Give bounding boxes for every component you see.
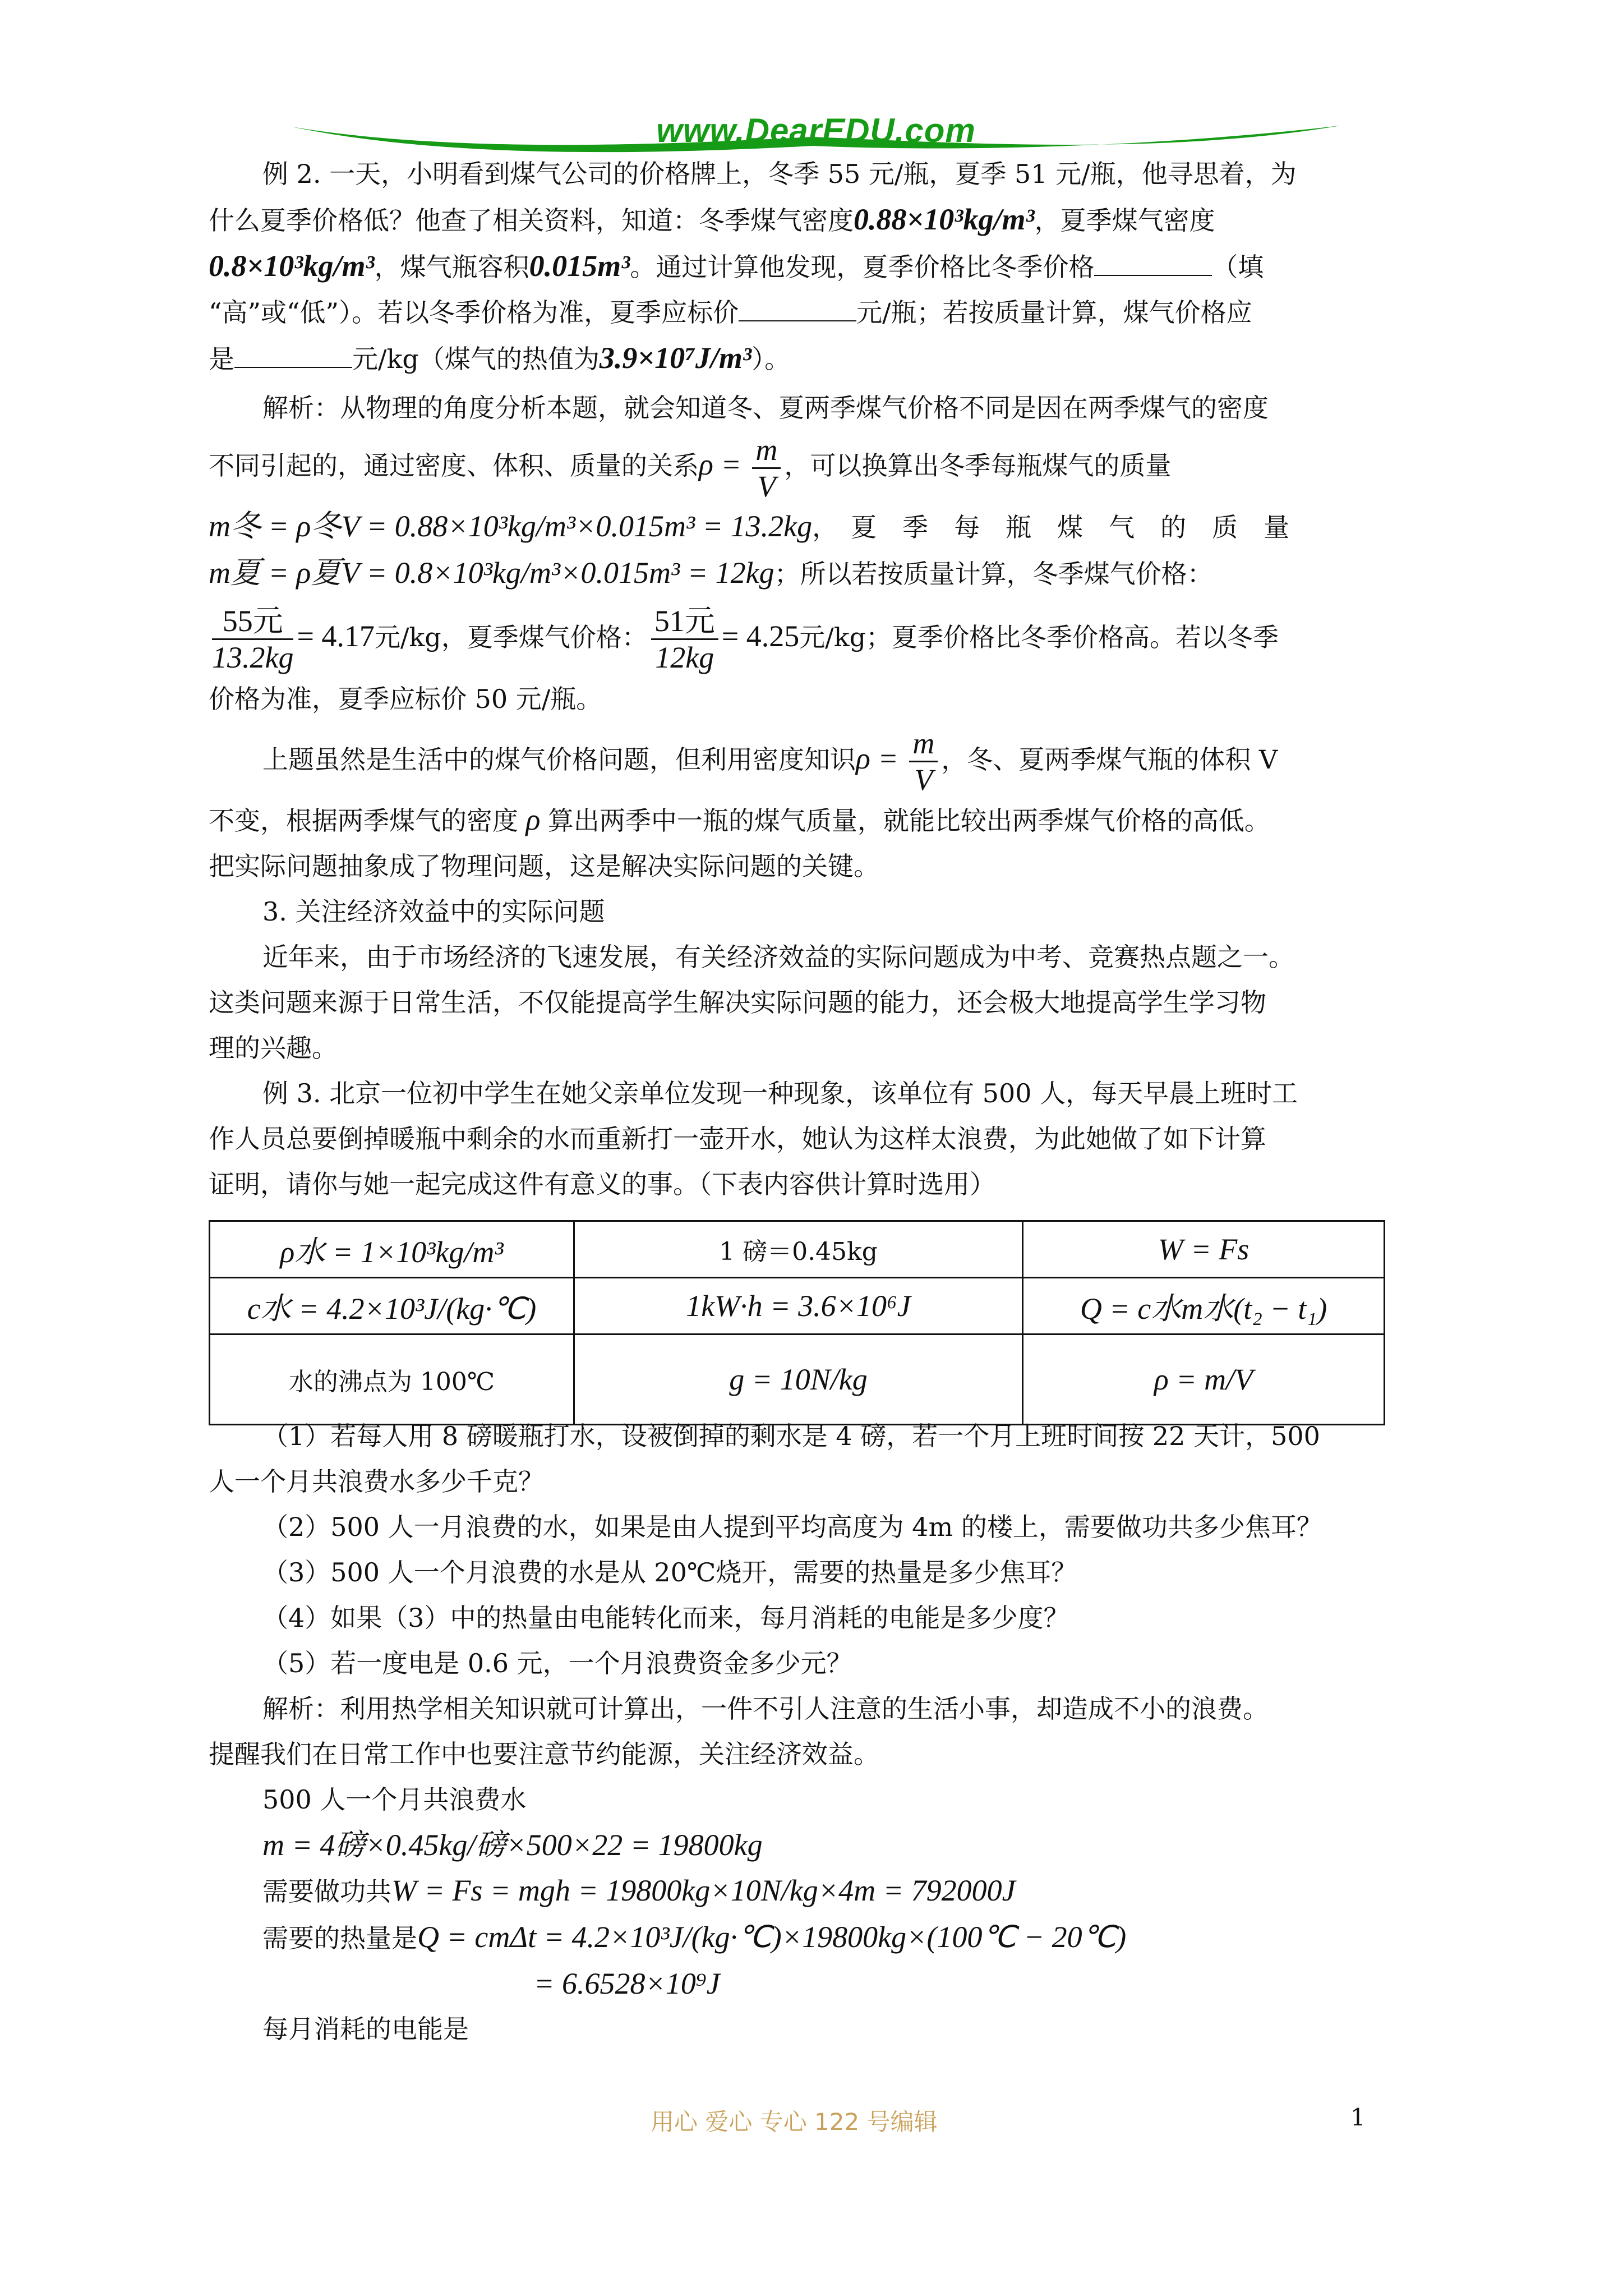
analysis2-line1: 解析：利用热学相关知识就可计算出，一件不引人注意的生活小事，却造成不小的浪费。	[262, 1694, 1269, 1724]
table-cell: g = 10N/kg	[574, 1335, 1023, 1425]
footer-text: 用心 爱心 专心 122 号编辑	[651, 2108, 938, 2136]
section3-line3: 理的兴趣。	[209, 1033, 338, 1063]
summary-line3: 把实际问题抽象成了物理问题，这是解决实际问题的关键。	[209, 851, 879, 881]
table-cell: Q = c水m水(t₂ − t₁)	[1023, 1278, 1385, 1335]
density-fraction: $\frac{m}{V}$	[909, 726, 938, 797]
analysis1-line4: m夏 = ρ夏V = 0.8×10³kg/m³×0.015m³ = 12kg；所以若按质量计算，冬季煤气价格：	[209, 555, 1213, 590]
table-cell: W = Fs	[1023, 1221, 1385, 1278]
table-row	[210, 1278, 1385, 1335]
analysis2-line2: 提醒我们在日常工作中也要注意节约能源，关注经济效益。	[209, 1739, 879, 1769]
analysis1-line2: 不同引起的，通过密度、体积、质量的关系ρ = $\frac{m}{V}$ ，可以换算出冬季每瓶煤气的质量	[209, 432, 1172, 503]
summary-line2: 不变，根据两季煤气的密度 ρ 算出两季中一瓶的煤气质量，就能比较出两季煤气价格的高低。	[209, 803, 1270, 836]
questions-and-solution	[209, 1414, 1420, 2052]
table-row	[210, 1221, 1385, 1278]
ex2-line2: 什么夏季价格低？他查了相关资料，知道：冬季煤气密度0.88×10³kg/m³，夏季煤气密度	[209, 203, 1215, 236]
analysis2-line6: 每月消耗的电能是	[262, 2014, 469, 2044]
main-text	[209, 151, 1420, 1207]
answer-blank[interactable]	[234, 346, 352, 368]
winter-price-fraction: $\frac{\text{55元}}{13.2kg}$	[212, 604, 294, 674]
ex2-line4: “高”或“低”）。若以冬季价格为准，夏季应标价 元/瓶；若按质量计算，煤气价格应	[209, 297, 1252, 328]
analysis1-line3: m冬 = ρ冬V = 0.88×10³kg/m³×0.015m³ = 13.2kg， 夏 季 每 瓶 煤 气 的 质 量	[209, 509, 1290, 543]
analysis1-line1: 解析：从物理的角度分析本题，就会知道冬、夏两季煤气价格不同是因在两季煤气的密度	[262, 393, 1269, 423]
question-3: （3）500 人一个月浪费的水是从 20℃烧开，需要的热量是多少焦耳？	[262, 1557, 1077, 1588]
summer-price-fraction: $\frac{\text{51元}}{12kg}$	[651, 604, 718, 675]
ex2-line1: 例 2. 一天，小明看到煤气公司的价格牌上，冬季 55 元/瓶，夏季 51 元/瓶，他寻思着，为	[262, 159, 1297, 189]
page-number: 1	[1350, 2104, 1366, 2131]
section3-line2: 这类问题来源于日常生活，不仅能提高学生解决实际问题的能力，还会极大地提高学生学习物	[209, 987, 1266, 1018]
question-2: （2）500 人一月浪费的水，如果是由人提到平均高度为 4m 的楼上，需要做功共多少焦耳？	[262, 1512, 1322, 1542]
table-cell: 1 磅＝0.45kg	[574, 1221, 1023, 1278]
equation-heat-result: = 6.6528×10⁹J	[534, 1967, 720, 2000]
summary-line1: 上题虽然是生活中的煤气价格问题，但利用密度知识ρ = $\frac{m}{V}$ ，冬、夏两季煤气瓶的体积 V	[262, 726, 1278, 797]
analysis1-line6: 价格为准，夏季应标价 50 元/瓶。	[209, 683, 602, 714]
analysis1-line5: $\frac{\text{55元}}{13.2kg}$ = 4.17元/kg，夏季煤气价格： $\frac{\text{51元}}{12kg}$ = 4.25元/kg；夏季价格比冬季价格高。若以冬季	[212, 604, 1279, 674]
question-1: （1）若每人用 8 磅暖瓶打水，设被倒掉的剩水是 4 磅，若一个月上班时间按 22 天计，500	[262, 1421, 1320, 1451]
table-cell: ρ水 = 1×10³kg/m³	[210, 1221, 574, 1278]
table-cell: 1kW·h = 3.6×10⁶J	[574, 1278, 1023, 1335]
table-cell: 水的沸点为 100℃	[210, 1335, 574, 1425]
ex2-line5: 是 元/kg（煤气的热值为3.9×10⁷J/m³）。	[209, 341, 791, 375]
equation-work: 需要做功共W = Fs = mgh = 19800kg×10N/kg×4m = 792000J	[262, 1874, 1016, 1907]
answer-blank[interactable]	[739, 299, 856, 321]
density-fraction: $\frac{m}{V}$	[752, 432, 781, 504]
ex3-line3: 证明，请你与她一起完成这件有意义的事。（下表内容供计算时选用）	[209, 1169, 995, 1199]
ex3-line2: 作人员总要倒掉暖瓶中剩余的水而重新打一壶开水，她认为这样太浪费，为此她做了如下计算	[209, 1124, 1266, 1154]
table-row	[210, 1335, 1385, 1425]
analysis2-line3: 500 人一个月共浪费水	[262, 1784, 527, 1815]
ex3-line1: 例 3. 北京一位初中学生在她父亲单位发现一种现象，该单位有 500 人，每天早晨上班时工	[262, 1078, 1298, 1108]
question-1-cont: 人一个月共浪费水多少千克？	[209, 1466, 544, 1497]
table-cell: ρ = m/V	[1023, 1335, 1385, 1425]
equation-heat: 需要的热量是Q = cmΔt = 4.2×10³J/(kg·℃)×19800kg×(100℃ − 20℃)	[262, 1920, 1127, 1954]
answer-blank[interactable]	[1094, 254, 1212, 276]
question-5: （5）若一度电是 0.6 元，一个月浪费资金多少元？	[262, 1648, 852, 1678]
site-url[interactable]: www.DearEDU.com	[656, 112, 976, 149]
section3-title: 3. 关注经济效益中的实际问题	[262, 896, 605, 927]
question-4: （4）如果（3）中的热量由电能转化而来，每月消耗的电能是多少度？	[262, 1603, 1069, 1633]
equation-mass: m = 4磅×0.45kg/磅×500×22 = 19800kg	[262, 1828, 763, 1862]
reference-table	[209, 1220, 1385, 1425]
ex2-line3: 0.8×10³kg/m³，煤气瓶容积0.015m³。通过计算他发现，夏季价格比冬季价格 （填	[209, 249, 1264, 283]
section3-line1: 近年来，由于市场经济的飞速发展，有关经济效益的实际问题成为中考、竞赛热点题之一。	[262, 942, 1294, 972]
table-cell: c水 = 4.2×10³J/(kg·℃)	[210, 1278, 574, 1335]
